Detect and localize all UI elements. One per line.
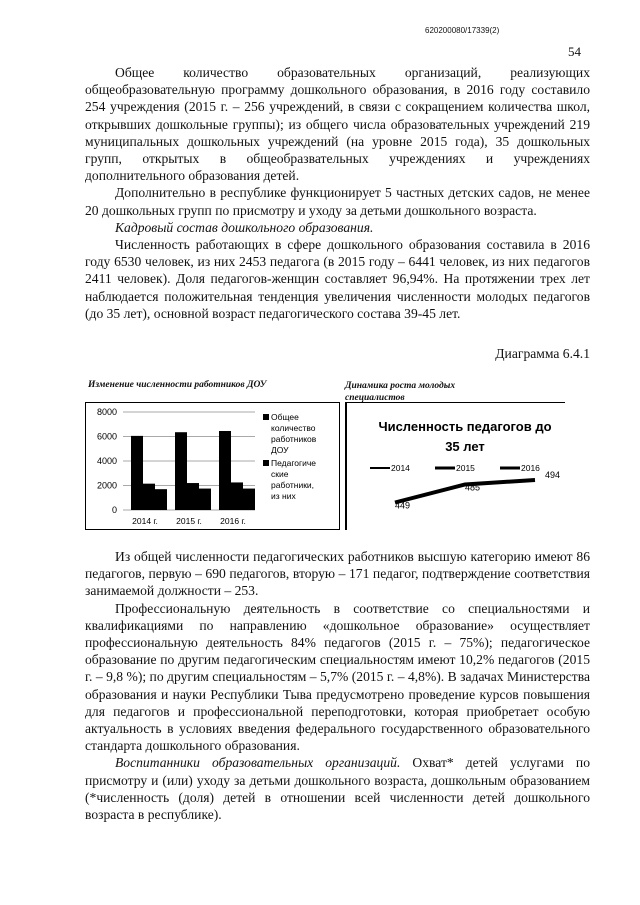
y-tick-label: 0 bbox=[111, 505, 117, 515]
bar bbox=[187, 483, 199, 510]
legend-label: ДОУ bbox=[271, 445, 289, 455]
italic-heading: Воспитанники образовательных организаций. bbox=[115, 755, 401, 771]
chart-title-left: Изменение численности работников ДОУ bbox=[88, 380, 267, 390]
legend-label: Общее bbox=[271, 412, 299, 422]
bar bbox=[219, 431, 231, 510]
paragraph-text: Охват* детей услугами по присмотру и (или) уходу за детьми дошкольного возраста, дошкольным образованием (*численность (доля) детей в отношении всей численности детей дошкольного возраста в республике). bbox=[85, 755, 590, 823]
data-label: 494 bbox=[545, 470, 561, 480]
legend-label: количество bbox=[271, 423, 316, 433]
data-label: 485 bbox=[465, 482, 481, 493]
paragraph: Численность работающих в сфере дошкольного образования составила в 2016 году 6530 человек, из них 2453 педагога (в 2015 году – 6441 человек, из них педагогов 2411 человек). Доля педагогов-женщин составляет 96,94%. На протяжении трех лет наблюдается положительная тенденция увеличения численности молодых педагогов (до 35 лет), основной возраст педагогического состава 39-45 лет. bbox=[85, 237, 590, 321]
page-number: 54 bbox=[568, 44, 581, 59]
bar bbox=[231, 482, 243, 510]
x-tick-label: 2014 г. bbox=[132, 516, 158, 526]
legend-label: 2014 bbox=[391, 463, 410, 473]
legend-label: 2015 bbox=[456, 463, 475, 473]
x-tick-label: 2016 г. bbox=[220, 516, 246, 526]
diagram-label: Диаграмма 6.4.1 bbox=[495, 346, 590, 361]
line-chart-title-1: Численность педагогов до bbox=[378, 419, 552, 434]
paragraph: Общее количество образовательных организаций, реализующих общеобразовательную программу дошкольного образования, в 2016 году составило 254 учреждения (2015 г. – 256 учреждений, в связи с сокращением количества школ, открывших дошкольные группы); из общего числа образовательных учреждений 219 муниципальных дошкольных учреждений (на уровне 2015 года), 35 дошкольных групп, открытых в общеобразвательных учреждениях и учреждениях дополнительного образования детей. bbox=[85, 65, 590, 184]
bar-chart bbox=[85, 402, 340, 530]
text-block-top bbox=[85, 64, 590, 322]
legend-label: 2016 bbox=[521, 463, 540, 473]
legend-swatch bbox=[263, 414, 269, 420]
legend-swatch bbox=[263, 460, 269, 466]
y-tick-label: 6000 bbox=[96, 431, 117, 442]
line-chart bbox=[340, 402, 565, 530]
legend-label: работников bbox=[271, 434, 317, 444]
bar bbox=[199, 489, 211, 510]
section-heading: Кадровый состав дошкольного образования. bbox=[115, 219, 374, 235]
bar bbox=[131, 436, 143, 510]
document-id: 620200080/17339(2) bbox=[425, 26, 500, 35]
paragraph: Из общей численности педагогических работников высшую категорию имеют 86 педагогов, первую – 690 педагогов, вторую – 171 педагог, подтверждение соответствия занимаемой должности – 253. bbox=[85, 549, 590, 599]
x-tick-label: 2015 г. bbox=[176, 516, 202, 526]
paragraph: Дополнительно в республике функционирует 5 частных детских садов, не менее 20 дошкольных групп по присмотру и уходу за детьми дошкольного возраста. bbox=[85, 185, 590, 218]
legend-label: ские bbox=[271, 469, 289, 479]
paragraph bbox=[85, 754, 590, 823]
legend-label: работники, bbox=[271, 480, 315, 490]
line-chart-title-2: 35 лет bbox=[445, 439, 485, 454]
legend-label: Педагогиче bbox=[271, 458, 316, 468]
bar bbox=[143, 484, 155, 510]
bar bbox=[155, 489, 167, 510]
y-tick-label: 4000 bbox=[96, 456, 117, 466]
y-tick-label: 8000 bbox=[96, 407, 117, 417]
data-label: 449 bbox=[395, 500, 411, 511]
chart-caption-right: Динамика роста молодых специалистов bbox=[345, 381, 456, 403]
text-block-bottom bbox=[85, 548, 590, 823]
legend-label: из них bbox=[271, 491, 296, 501]
paragraph: Профессиональную деятельность в соответствие со специальностями и квалификациями по направлению «дошкольное образование» осуществляет профессиональную деятельность 84% педагогов (2015 г. – 75%); педагогическое образование по другим педагогическим специальностям имеют 10,2% педагогов (2015 г. – 9,8 %); по другим специальностям – 5,7% (2015 г. – 4,8%). В задачах Министерства образования и науки Республики Тыва предусмотрено проведение курсов повышения для педагогов и профессиональной переподготовки, которая приобретает особую актуальность в условиях введения федерального государственного образовательного стандарта дошкольного образования. bbox=[85, 600, 590, 754]
y-tick-label: 2000 bbox=[96, 480, 117, 491]
bar bbox=[243, 489, 255, 510]
bar bbox=[175, 432, 187, 510]
